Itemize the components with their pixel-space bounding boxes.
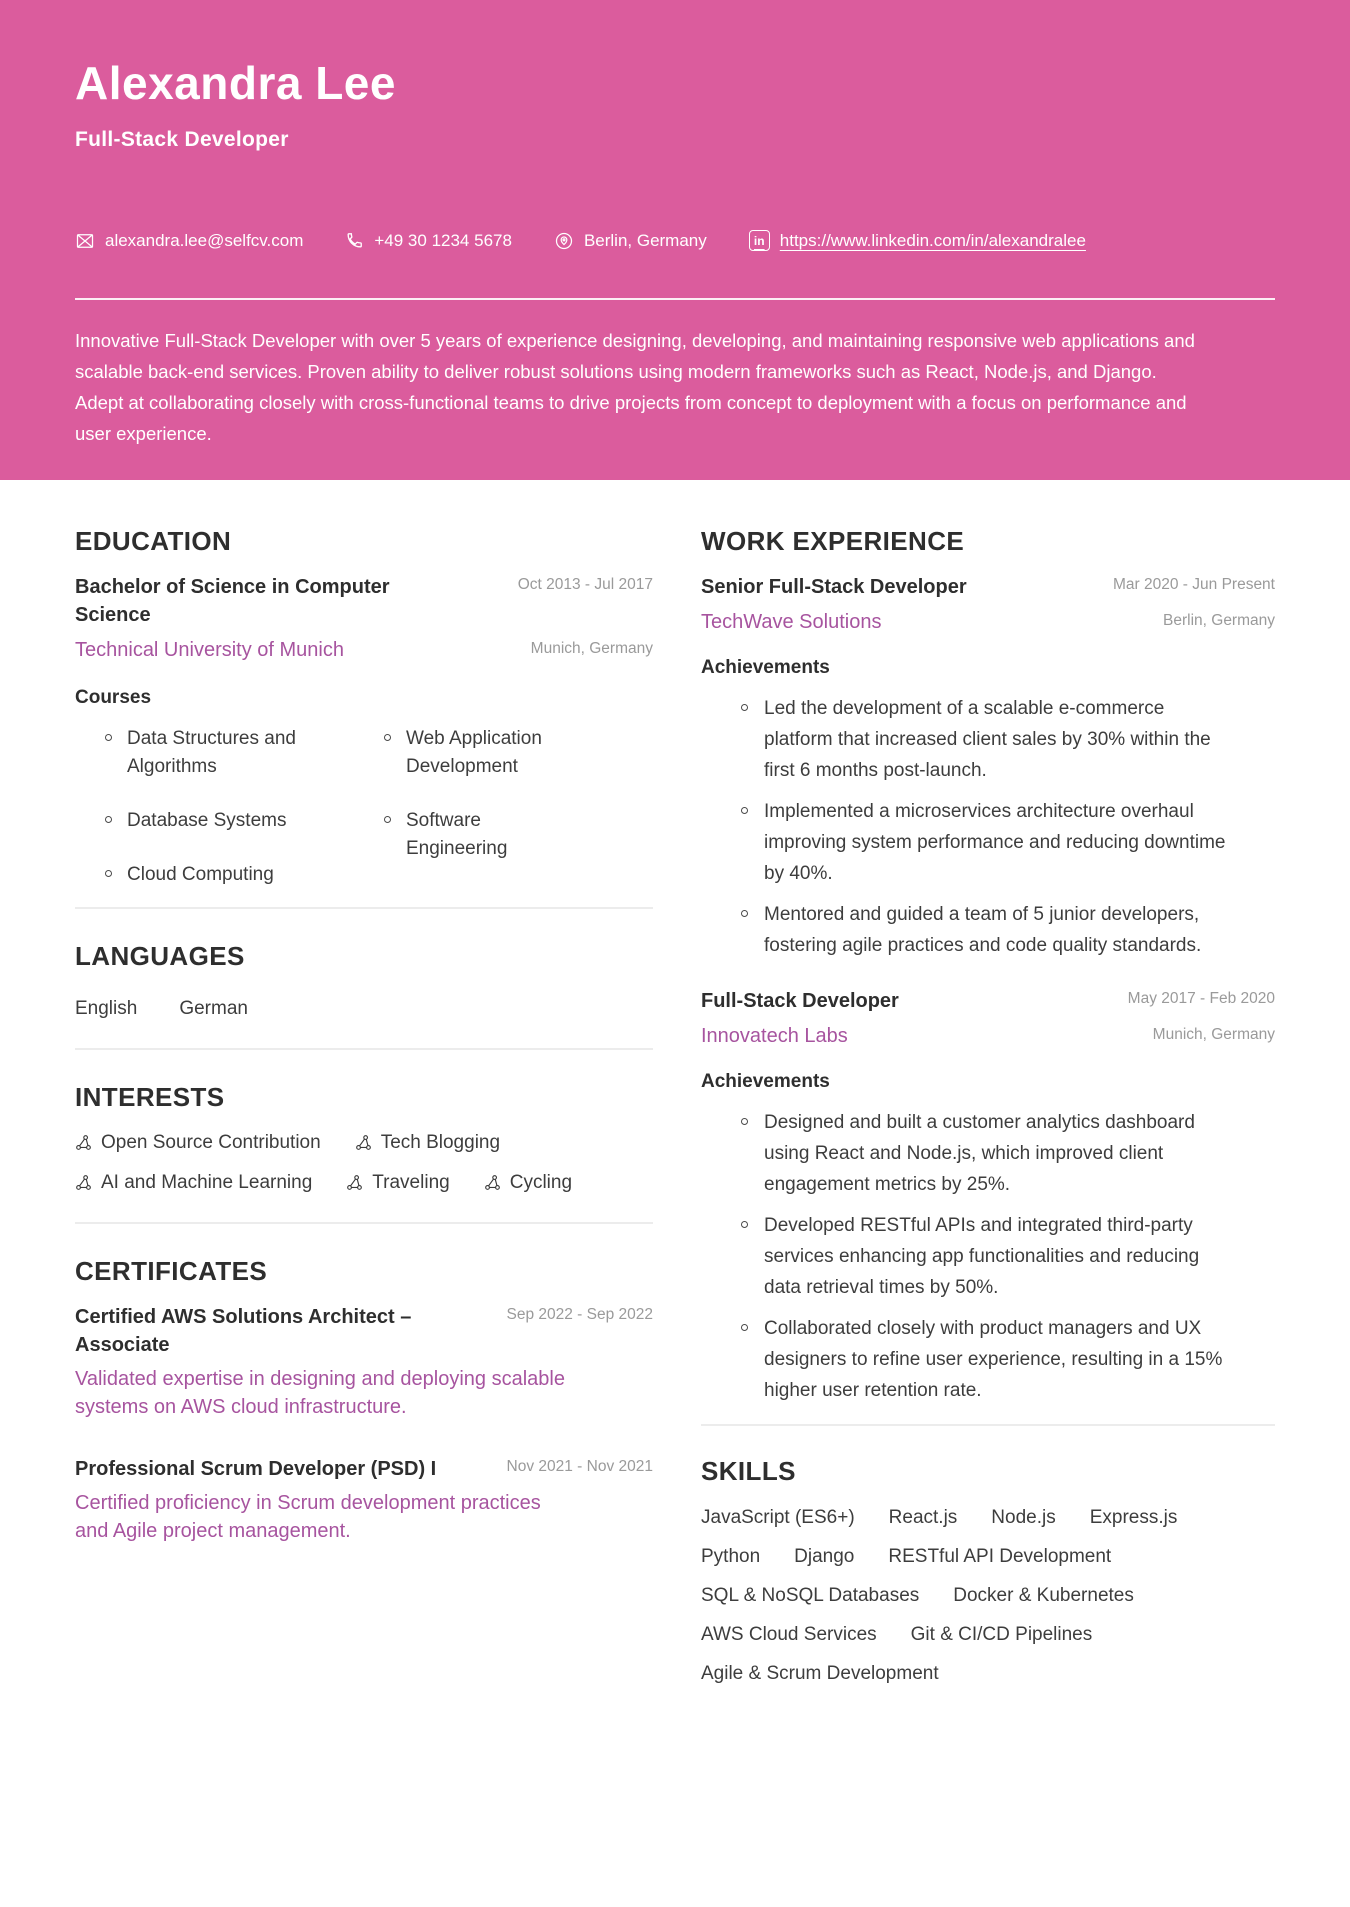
section-divider: [75, 907, 653, 909]
courses-column-1: [105, 725, 340, 889]
interest-label: AI and Machine Learning: [101, 1171, 313, 1193]
network-icon: [355, 1134, 372, 1151]
network-icon: [75, 1134, 92, 1151]
achievements-list: [701, 1107, 1275, 1406]
contact-location: [554, 231, 707, 251]
job-entry-sub: [701, 1023, 1275, 1049]
certificate-entry-head: [75, 1455, 653, 1483]
network-icon: [346, 1174, 363, 1191]
linkedin-link[interactable]: [749, 230, 1086, 251]
contact-row: [75, 230, 1275, 251]
skill-item: Node.js: [991, 1507, 1056, 1529]
list-item-text: Cloud Computing: [127, 864, 274, 886]
skills-row: [701, 1544, 1275, 1570]
contact-location-text: Berlin, Germany: [583, 230, 707, 250]
interest-label: Cycling: [509, 1171, 573, 1193]
skills-row: [701, 1622, 1275, 1648]
interests-row: [75, 1130, 653, 1156]
network-icon: [484, 1174, 501, 1191]
list-item-text: Software Engineering: [406, 810, 508, 860]
list-item-text: Implemented a microservices architecture overhaul improving system performance and reducing downtime by 40%.: [764, 801, 1226, 885]
certificate-title: Certified AWS Solutions Architect – Associate: [75, 1305, 412, 1356]
languages-list: [75, 996, 653, 1022]
bullet-icon: [384, 816, 391, 823]
skills-list: [701, 1505, 1275, 1687]
skill-item: RESTful API Development: [888, 1546, 1112, 1568]
skills-row: [701, 1505, 1275, 1531]
person-job-title: Full-Stack Developer: [75, 128, 289, 151]
education-entry: [75, 573, 653, 889]
certificate-description: Certified proficiency in Scrum development practices and Agile project management.: [75, 1491, 541, 1542]
person-name: Alexandra Lee: [75, 57, 396, 109]
education-entry-sub: [75, 637, 653, 663]
courses-column-2: [384, 725, 584, 889]
achievements-list: [701, 693, 1275, 961]
bullet-icon: [741, 1118, 748, 1125]
list-item-text: Collaborated closely with product managers and UX designers to refine user experience, resulting in a 15% higher user retention rate.: [764, 1318, 1223, 1402]
interest-label: Traveling: [372, 1171, 450, 1193]
interest-label: Tech Blogging: [380, 1131, 501, 1153]
contact-phone-text: +49 30 1234 5678: [374, 230, 512, 250]
skill-item: Express.js: [1089, 1507, 1178, 1529]
company-name: TechWave Solutions: [701, 611, 882, 634]
skills-heading: SKILLS: [701, 1456, 796, 1487]
education-heading: EDUCATION: [75, 526, 232, 556]
list-item-text: Mentored and guided a team of 5 junior developers, fostering agile practices and code quality standards.: [764, 904, 1202, 957]
interests-list: [75, 1130, 653, 1196]
skill-item: Git & CI/CD Pipelines: [910, 1624, 1093, 1646]
bullet-icon: [105, 816, 112, 823]
list-item-text: Web Application Development: [406, 728, 542, 778]
language-item: German: [179, 998, 248, 1020]
degree-title: Bachelor of Science in Computer Science: [75, 576, 390, 627]
profile-summary: Innovative Full-Stack Developer with over 5 years of experience designing, developing, and maintaining responsive web applications and scalable back-end services. Proven ability to deliver robust solutions using modern frameworks such as React, Node.js, and Django. Adept at collaborating closely with cross-functional teams to drive projects from concept to deployment with a focus on performance and user experience.: [75, 330, 1195, 444]
languages-heading: LANGUAGES: [75, 941, 245, 972]
job-entry-head: [701, 987, 1275, 1015]
achievements-label: Achievements: [701, 657, 830, 679]
bullet-icon: [384, 734, 391, 741]
certificates-heading: CERTIFICATES: [75, 1255, 268, 1286]
left-column: [75, 526, 653, 1687]
job-location: Berlin, Germany: [1163, 612, 1275, 630]
bullet-icon: [105, 734, 112, 741]
job-title: Full-Stack Developer: [701, 990, 899, 1013]
course-item: [384, 725, 584, 781]
language-item: English: [75, 998, 138, 1020]
course-item: [105, 807, 340, 835]
interest-item: [75, 1170, 312, 1196]
bullet-icon: [741, 1221, 748, 1228]
skill-item: Agile & Scrum Development: [701, 1663, 939, 1685]
institution-name: Technical University of Munich: [75, 639, 344, 662]
contact-phone: [345, 231, 512, 251]
education-entry-head: [75, 573, 653, 629]
skill-item: AWS Cloud Services: [701, 1624, 877, 1646]
education-dates: Oct 2013 - Jul 2017: [517, 576, 653, 594]
bullet-icon: [741, 807, 748, 814]
courses-label: Courses: [75, 687, 152, 709]
list-item-text: Designed and built a customer analytics dashboard using React and Node.js, which improved client engagement metrics by 25%.: [764, 1112, 1195, 1196]
education-location: Munich, Germany: [530, 640, 653, 658]
certificate-description: Validated expertise in designing and deploying scalable systems on AWS cloud infrastructure.: [75, 1367, 565, 1418]
interests-row: [75, 1170, 653, 1196]
job-dates: Mar 2020 - Jun Present: [1113, 576, 1275, 594]
achievements-label: Achievements: [701, 1071, 830, 1093]
company-name: Innovatech Labs: [701, 1025, 848, 1048]
certificate-title: Professional Scrum Developer (PSD) I: [75, 1457, 437, 1480]
list-item-text: Developed RESTful APIs and integrated third-party services enhancing app functionalities and reducing data retrieval times by 50%.: [764, 1215, 1200, 1299]
list-item-text: Database Systems: [127, 810, 287, 832]
interest-label: Open Source Contribution: [101, 1131, 321, 1153]
linkedin-url-text: https://www.linkedin.com/in/alexandralee: [779, 230, 1086, 250]
interest-item: [484, 1170, 572, 1196]
job-dates: May 2017 - Feb 2020: [1127, 990, 1275, 1008]
network-icon: [75, 1174, 92, 1191]
list-item-text: Led the development of a scalable e-commerce platform that increased client sales by 30% within the first 6 months post-launch.: [764, 698, 1211, 782]
bullet-icon: [741, 1324, 748, 1331]
header-divider: [75, 298, 1275, 300]
skills-row: [701, 1661, 1275, 1687]
achievement-item: [741, 1107, 1237, 1200]
certificates-list: [75, 1303, 653, 1545]
interest-item: [355, 1130, 500, 1156]
achievement-item: [741, 1313, 1237, 1406]
certificate-dates: Nov 2021 - Nov 2021: [506, 1457, 653, 1475]
skill-item: SQL & NoSQL Databases: [701, 1585, 920, 1607]
certificate-dates: Sep 2022 - Sep 2022: [506, 1305, 653, 1323]
work-heading: WORK EXPERIENCE: [701, 526, 965, 556]
job-entry-head: [701, 573, 1275, 601]
interest-item: [75, 1130, 321, 1156]
course-item: [105, 725, 340, 781]
content-columns: [0, 480, 1350, 1687]
skills-row: [701, 1583, 1275, 1609]
skill-item: JavaScript (ES6+): [701, 1507, 855, 1529]
contact-email: [75, 231, 303, 251]
jobs-list: [701, 573, 1275, 1406]
skill-item: Docker & Kubernetes: [953, 1585, 1134, 1607]
right-column: [701, 526, 1275, 1687]
job-title: Senior Full-Stack Developer: [701, 576, 967, 599]
courses-list: [75, 725, 653, 889]
achievement-item: [741, 899, 1237, 961]
bullet-icon: [741, 704, 748, 711]
phone-icon: [345, 231, 364, 250]
contact-email-text: alexandra.lee@selfcv.com: [105, 230, 304, 250]
achievement-item: [741, 693, 1237, 786]
bullet-icon: [105, 870, 112, 877]
job-location: Munich, Germany: [1152, 1026, 1275, 1044]
job-entry-sub: [701, 609, 1275, 635]
interests-heading: INTERESTS: [75, 1082, 225, 1113]
course-item: [105, 861, 340, 889]
skill-item: Python: [701, 1546, 761, 1568]
achievement-item: [741, 1210, 1237, 1303]
email-icon: [75, 231, 95, 251]
bullet-icon: [741, 910, 748, 917]
skill-item: React.js: [888, 1507, 958, 1529]
section-divider: [701, 1424, 1275, 1426]
location-icon: [554, 231, 574, 251]
linkedin-icon: in: [749, 230, 770, 251]
section-divider: [75, 1222, 653, 1224]
interest-item: [346, 1170, 449, 1196]
skill-item: Django: [794, 1546, 855, 1568]
section-divider: [75, 1048, 653, 1050]
list-item-text: Data Structures and Algorithms: [127, 728, 296, 778]
course-item: [384, 807, 584, 863]
header: [0, 0, 1350, 480]
achievement-item: [741, 796, 1237, 889]
certificate-entry-head: [75, 1303, 653, 1359]
